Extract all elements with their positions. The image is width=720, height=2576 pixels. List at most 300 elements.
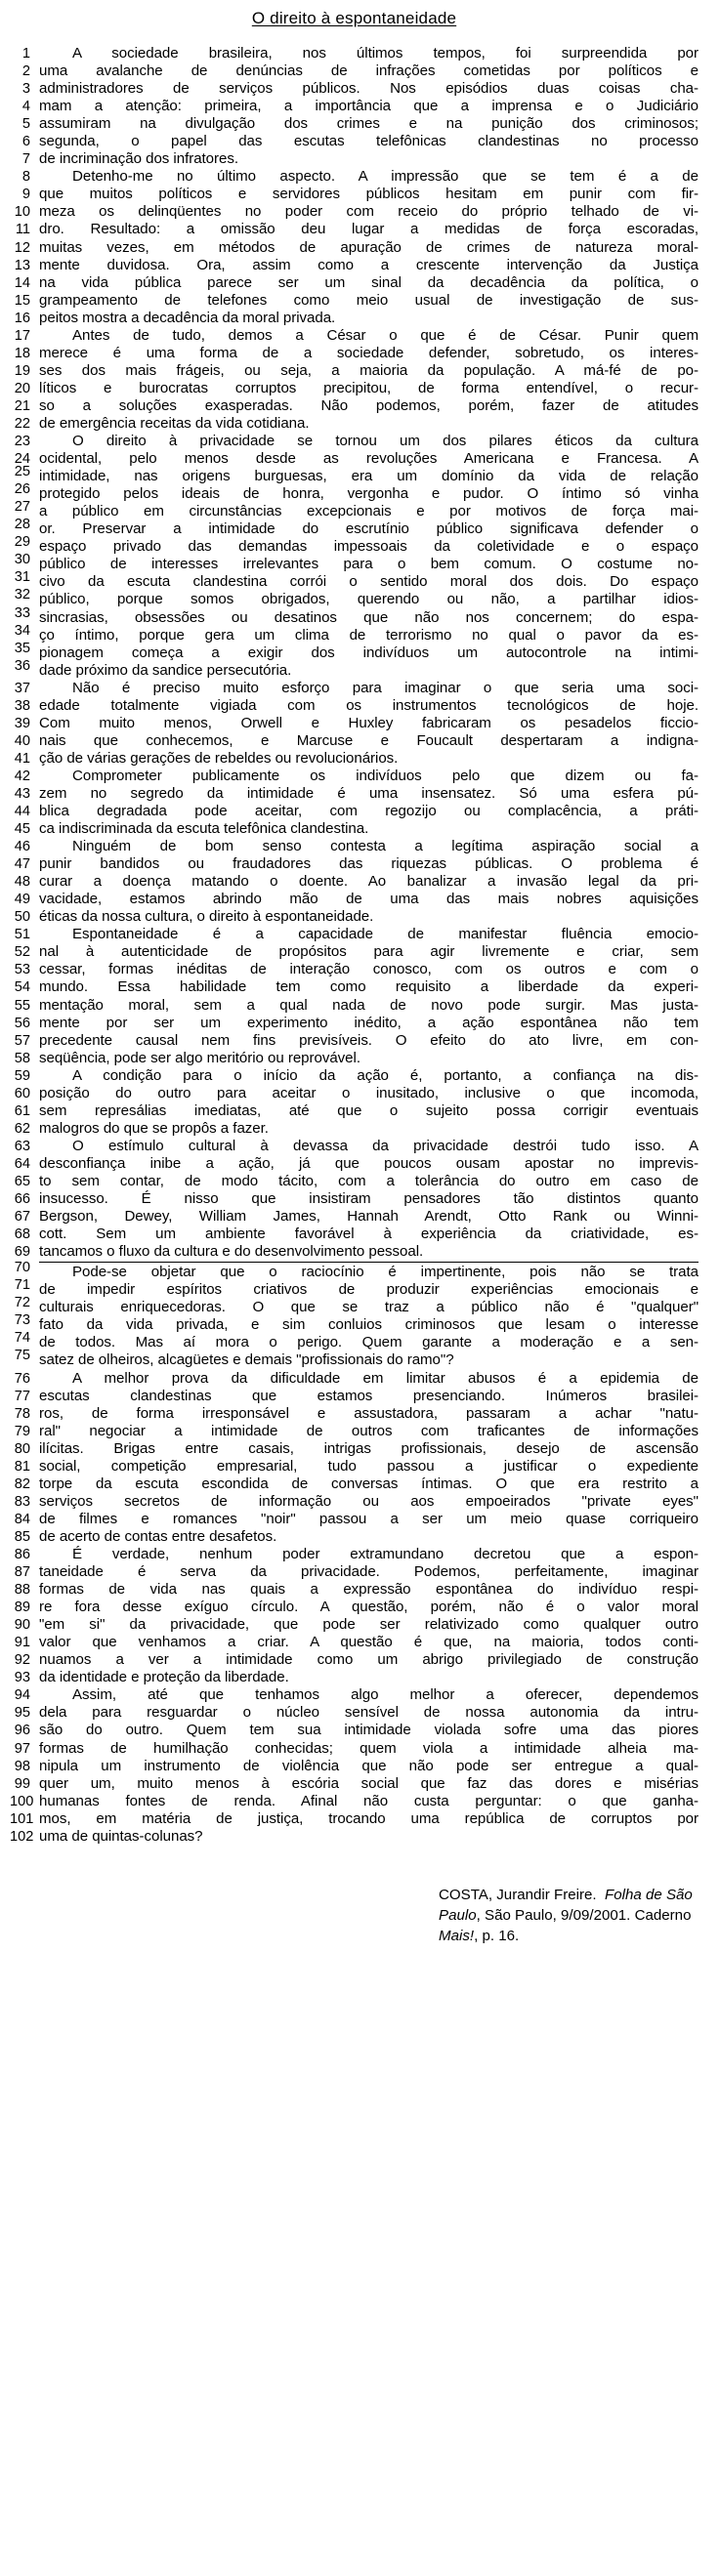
line-text: nuamos a ver a intimidade como um abrigo privilegiado de construção [39, 1651, 699, 1669]
line-text: torpe da escuta escondida de conversas íntimas. O que era restrito a [39, 1475, 699, 1492]
line-text: posição do outro para aceitar o inusitado, inclusive o que incomoda, [39, 1084, 699, 1101]
line-number: 1 [21, 46, 30, 62]
text-line [10, 1758, 699, 1775]
line-number: 64 [14, 1155, 30, 1172]
line-number: 73 [14, 1312, 30, 1329]
line-number: 96 [14, 1723, 30, 1739]
line-text: são do outro. Quem tem sua intimidade violada sofre uma das piores [39, 1722, 699, 1739]
line-number: 52 [14, 944, 30, 961]
text-line [10, 1546, 699, 1563]
line-text: O direito à privacidade se tornou um dos pilares éticos da cultura [72, 433, 699, 450]
line-text: dro. Resultado: a omissão deu lugar a medidas de força escoradas, [39, 221, 699, 238]
line-number: 66 [14, 1191, 30, 1208]
text-line [10, 604, 699, 627]
line-text: segunda, o papel das escutas telefônicas clandestinas no processo [39, 133, 699, 150]
text-line [10, 1775, 699, 1793]
line-number: 44 [14, 804, 30, 820]
line-text: ção de várias gerações de rebeldes ou revolucionários. [39, 749, 399, 767]
line-number: 29 [14, 534, 30, 551]
line-number: 8 [21, 169, 30, 186]
line-text: que muitos políticos e servidores públicos hesitam em punir com fir- [39, 186, 699, 203]
text-line [10, 1208, 699, 1226]
line-number: 9 [21, 187, 30, 203]
line-text: de todos. Mas aí mora o perigo. Quem garante a moderação e a sen- [39, 1334, 699, 1351]
line-number: 63 [14, 1138, 30, 1154]
text-line [10, 803, 699, 820]
line-number: 82 [14, 1475, 30, 1492]
attribution-author: COSTA, Jurandir Freire. [439, 1886, 597, 1903]
line-number: 45 [14, 821, 30, 838]
text-line [10, 450, 699, 468]
line-number: 51 [14, 927, 30, 943]
line-number: 94 [14, 1687, 30, 1704]
line-text: ral" negociar a intimidade de outros com traficantes de informações [39, 1422, 699, 1439]
line-text: uma de quintas-colunas? [39, 1827, 203, 1845]
line-number: 5 [21, 116, 30, 133]
line-number: 34 [14, 622, 30, 639]
line-text: punir bandidos ou fraudadores das riquezas públicas. O problema é [39, 855, 699, 873]
text-line [10, 1243, 699, 1261]
line-number: 93 [14, 1670, 30, 1686]
line-text: administradores de serviços públicos. Nos episódios duas coisas cha- [39, 80, 699, 98]
line-number: 97 [14, 1740, 30, 1757]
line-text: É verdade, nenhum poder extramundano decretou que a espon- [72, 1545, 699, 1562]
line-text: civo da escuta clandestina corrói o sentido moral dos dois. Do espaço [39, 573, 699, 591]
line-text: muitas vezes, em métodos de apuração de crimes de natureza moral- [39, 238, 699, 256]
text-line [10, 1810, 699, 1828]
text-line [10, 838, 699, 855]
line-number: 30 [14, 552, 30, 568]
text-line [10, 1015, 699, 1032]
text-line [10, 239, 699, 257]
text-line [10, 1190, 699, 1208]
line-number: 54 [14, 979, 30, 996]
line-number: 46 [14, 839, 30, 855]
line-text: satez de olheiros, alcagüetes e demais "profissionais do ramo"? [39, 1351, 454, 1369]
line-text: formas de vida nas quais a expressão espontânea do indivíduo respi- [39, 1581, 699, 1599]
text-line [10, 1634, 699, 1651]
line-text: mente por ser um experimento inédito, a ação espontânea não tem [39, 1014, 699, 1031]
line-text: mentação moral, sem a qual nada de novo pode surgir. Mas justa- [39, 996, 699, 1014]
line-text: na vida pública parece ser um sinal da decadência da política, o [39, 273, 699, 291]
text-line [10, 1388, 699, 1405]
line-text: sincrasias, obsessões ou desatinos que não nos concernem; do espa- [39, 608, 699, 626]
line-number: 33 [14, 604, 30, 621]
line-text: público de interesses irrelevantes para o bem comum. O costume no- [39, 556, 699, 573]
line-text: serviços secretos de informação ou aos empoeirados "private eyes" [39, 1492, 699, 1510]
line-text: Antes de tudo, demos a César o que é de César. Punir quem [72, 326, 699, 344]
line-text: Pode-se objetar que o raciocínio é impertinente, pois não se trata [72, 1264, 699, 1281]
text-line [10, 1458, 699, 1475]
line-number: 86 [14, 1546, 30, 1562]
line-text: vacidade, estamos abrindo mão de uma das mais nobres aquisições [39, 891, 699, 908]
line-number: 85 [14, 1528, 30, 1545]
line-number: 62 [14, 1120, 30, 1137]
text-line [10, 978, 699, 996]
text-line [10, 1155, 699, 1173]
text-line [10, 680, 699, 697]
line-number: 35 [14, 640, 30, 656]
line-text: de emergência receitas da vida cotidiana. [39, 414, 310, 432]
line-number: 37 [14, 680, 30, 696]
line-number: 3 [21, 81, 30, 98]
line-text: sem represálias imediatas, até que o sujeito possa corrigir eventuais [39, 1101, 699, 1119]
line-number: 42 [14, 768, 30, 784]
line-text: nais que conhecemos, e Marcuse e Foucault despertaram a indigna- [39, 731, 699, 749]
line-number: 43 [14, 785, 30, 802]
text-line [10, 62, 699, 80]
line-number: 22 [14, 415, 30, 432]
line-text: insucesso. É nisso que insistiram pensadores tão distintos quanto [39, 1190, 699, 1208]
text-line [10, 310, 699, 327]
text-line [10, 1277, 699, 1299]
text-line [10, 768, 699, 785]
line-number: 55 [14, 997, 30, 1014]
line-text: protegido pelos ideais de honra, vergonha e pudor. O íntimo só vinha [39, 485, 699, 503]
text-line [10, 943, 699, 961]
line-number: 25 [14, 464, 30, 480]
line-number: 4 [21, 99, 30, 115]
numbered-text-body [10, 45, 699, 1846]
line-text: to sem contar, de modo tácito, com a tolerância do outro em caso de [39, 1173, 699, 1189]
attribution-publication: Folha de São Paulo [439, 1886, 693, 1924]
line-number: 87 [14, 1564, 30, 1581]
line-number: 23 [14, 434, 30, 450]
line-number: 20 [14, 380, 30, 396]
line-text: uma avalanche de denúncias de infrações cometidas por políticos e [39, 62, 699, 80]
line-number: 89 [14, 1600, 30, 1616]
line-number: 75 [14, 1348, 30, 1364]
line-text: mos, em matéria de justiça, trocando uma república de corruptos por [39, 1809, 699, 1827]
line-number: 71 [14, 1277, 30, 1294]
line-text: blica degradada pode aceitar, com regozijo ou complacência, a práti- [39, 803, 699, 820]
line-text: "em si" da privacidade, que pode ser relativizado como qualquer outro [39, 1616, 699, 1634]
text-line [10, 1616, 699, 1634]
line-text: cessar, formas inéditas de interação conosco, com os outros e com o [39, 961, 699, 978]
line-number: 28 [14, 517, 30, 533]
text-line [10, 1528, 699, 1546]
attribution-place-date: , São Paulo, 9/09/2001. Caderno [476, 1906, 692, 1924]
line-text: seqüência, pode ser algo meritório ou reprovável. [39, 1049, 360, 1066]
line-text: merece é uma forma de a sociedade defender, sobretudo, os interes- [39, 344, 699, 361]
line-number: 95 [14, 1705, 30, 1722]
line-number: 67 [14, 1209, 30, 1226]
line-number: 10 [14, 204, 30, 221]
line-number: 15 [14, 292, 30, 309]
text-line [10, 415, 699, 433]
line-number: 99 [14, 1775, 30, 1792]
text-line [10, 657, 699, 680]
line-number: 88 [14, 1582, 30, 1599]
line-number: 70 [14, 1260, 30, 1276]
line-text: Com muito menos, Orwell e Huxley fabricaram os pesadelos ficcio- [39, 714, 699, 731]
text-line [10, 1686, 699, 1704]
line-text: peitos mostra a decadência da moral privada. [39, 309, 336, 326]
line-number: 102 [10, 1828, 34, 1845]
line-text: Assim, até que tenhamos algo melhor a oferecer, dependemos [72, 1686, 699, 1704]
line-text: cott. Sem um ambiente favorável à experiência da criatividade, es- [39, 1226, 699, 1243]
line-number: 101 [10, 1810, 34, 1827]
line-text: de acerto de contas entre desafetos. [39, 1527, 277, 1545]
line-number: 21 [14, 397, 30, 414]
line-number: 6 [21, 134, 30, 150]
text-line [10, 168, 699, 186]
line-text: valor que venhamos a criar. A questão é que, na maioria, todos conti- [39, 1634, 699, 1651]
line-number: 83 [14, 1493, 30, 1510]
line-number: 72 [14, 1295, 30, 1311]
text-line [10, 1475, 699, 1493]
text-line [10, 1120, 699, 1138]
text-line [10, 785, 699, 803]
line-text: edade totalmente vigiada com os instrumentos tecnológicos de hoje. [39, 696, 699, 714]
text-line [10, 1330, 699, 1351]
line-number: 2 [21, 63, 30, 80]
text-line [10, 499, 699, 520]
line-number: 90 [14, 1617, 30, 1634]
text-line [10, 1511, 699, 1528]
line-number: 58 [14, 1050, 30, 1066]
text-line [10, 362, 699, 380]
text-line [10, 380, 699, 397]
line-number: 27 [14, 499, 30, 516]
line-number: 40 [14, 732, 30, 749]
line-text: meza os delinqüentes no poder com receio do próprio telhado de vi- [39, 203, 699, 221]
line-text: ocidental, pelo menos desde as revoluções Americana e Francesa. A [39, 450, 699, 468]
line-text: pionagem começa a exigir dos indivíduos um autocontrole na intimi- [39, 644, 699, 661]
line-number: 84 [14, 1511, 30, 1527]
line-number: 61 [14, 1102, 30, 1119]
text-line [10, 552, 699, 573]
line-text: fato da vida privada, e sim conluios criminosos que lesam o interesse [39, 1316, 699, 1334]
line-text: so a soluções exasperadas. Não podemos, porém, fazer de atitudes [39, 396, 699, 414]
text-line [10, 1260, 699, 1281]
text-line [10, 640, 699, 662]
line-text: mente duvidosa. Ora, assim como a crescente intervenção da Justiça [39, 256, 699, 273]
line-text: espaço privado das demandas impessoais da coletividade e o espaço [39, 538, 699, 556]
text-line [10, 98, 699, 115]
line-text: Bergson, Dewey, William James, Hannah Arendt, Otto Rank ou Winni- [39, 1208, 699, 1226]
text-line [10, 186, 699, 203]
text-line [10, 1793, 699, 1810]
line-text: público, porque somos obrigados, querendo ou não, a partilhar idios- [39, 591, 699, 608]
line-number: 38 [14, 697, 30, 714]
text-line [10, 622, 699, 644]
text-line [10, 1067, 699, 1085]
line-number: 81 [14, 1458, 30, 1475]
text-line [10, 1423, 699, 1440]
line-text: A sociedade brasileira, nos últimos tempos, foi surpreendida por [72, 45, 699, 62]
text-line [10, 732, 699, 750]
text-line [10, 587, 699, 608]
line-text: líticos e burocratas corruptos precipitou, de forma entendível, o recur- [39, 379, 699, 396]
line-text: ros, de forma irresponsável e assustadora, passaram a achar "natu- [39, 1404, 699, 1422]
line-text: desconfiança inibe a ação, já que poucos ousam apostar no imprevis- [39, 1154, 699, 1172]
text-line [10, 80, 699, 98]
line-number: 50 [14, 909, 30, 926]
line-text: nipula um instrumento de violência que não pode ser entregue a qual- [39, 1757, 699, 1774]
line-number: 60 [14, 1085, 30, 1101]
line-text: éticas da nossa cultura, o direito à espontaneidade. [39, 908, 374, 926]
line-number: 49 [14, 892, 30, 908]
line-text: ilícitas. Brigas entre casais, intrigas profissionais, desejo de ascensão [39, 1439, 699, 1457]
line-text: escutas clandestinas que estamos presenciando. Inúmeros brasilei- [39, 1387, 699, 1404]
line-text: mam a atenção: primeira, a importância que a imprensa e o Judiciário [39, 98, 699, 115]
line-number: 14 [14, 274, 30, 291]
line-number: 78 [14, 1405, 30, 1422]
line-text: or. Preservar a intimidade do escrutínio público significava defender o [39, 520, 699, 538]
attribution-text [439, 1885, 699, 1946]
text-line [10, 292, 699, 310]
line-number: 98 [14, 1758, 30, 1774]
line-number: 77 [14, 1388, 30, 1404]
line-text: tancamos o fluxo da cultura e do desenvolvimento pessoal. [39, 1243, 424, 1261]
line-text: O estímulo cultural à devassa da privacidade destrói tudo isso. A [72, 1137, 699, 1154]
line-number: 79 [14, 1423, 30, 1439]
text-line [10, 1651, 699, 1669]
line-number: 18 [14, 345, 30, 361]
line-text: ço íntimo, porque gera um clima de terrorismo no qual o pavor da es- [39, 626, 699, 644]
text-line [10, 345, 699, 362]
text-line [10, 1312, 699, 1334]
line-text: A condição para o início da ação é, portanto, a confiança na dis- [72, 1066, 699, 1084]
text-line [10, 1669, 699, 1686]
page-title-text: O direito à espontaneidade [251, 9, 457, 27]
text-line [10, 274, 699, 292]
line-number: 48 [14, 874, 30, 891]
text-line [10, 1226, 699, 1243]
text-line [10, 257, 699, 274]
text-line [10, 1581, 699, 1599]
line-number: 12 [14, 239, 30, 256]
text-line [10, 569, 699, 591]
text-line [10, 327, 699, 345]
line-number: 76 [14, 1370, 30, 1387]
line-text: Não é preciso muito esforço para imaginar o que seria uma soci- [72, 679, 699, 696]
text-line [10, 1138, 699, 1155]
text-line [10, 1085, 699, 1102]
line-text: mundo. Essa habilidade tem como requisito a liberdade da experi- [39, 978, 699, 996]
text-line [10, 1173, 699, 1190]
text-line [10, 517, 699, 538]
text-line [10, 115, 699, 133]
line-text: Ninguém de bom senso contesta a legítima aspiração social a [72, 838, 699, 855]
text-line [10, 1102, 699, 1120]
text-line [10, 1032, 699, 1050]
line-text: humanas fontes de renda. Afinal não custa perguntar: o que ganha- [39, 1792, 699, 1809]
text-line [10, 203, 699, 221]
text-line [10, 750, 699, 768]
text-line [10, 697, 699, 715]
line-text: Espontaneidade é a capacidade de manifestar fluência emocio- [72, 926, 699, 943]
line-number: 65 [14, 1174, 30, 1189]
line-number: 19 [14, 362, 30, 379]
text-line [10, 926, 699, 943]
text-line [10, 1722, 699, 1739]
line-text: de impedir espíritos criativos de produzir experiências emocionais e [39, 1281, 699, 1299]
line-number: 24 [14, 451, 30, 468]
line-number: 31 [14, 569, 30, 586]
line-number: 41 [14, 750, 30, 767]
text-line [10, 715, 699, 732]
line-number: 11 [15, 222, 30, 238]
attribution-page: , p. 16. [474, 1927, 520, 1944]
line-number: 57 [14, 1032, 30, 1049]
line-number: 16 [14, 310, 30, 326]
line-text: Comprometer publicamente os indivíduos pelo que dizem ou fa- [72, 767, 699, 784]
line-number: 39 [14, 715, 30, 731]
line-text: Detenho-me no último aspecto. A impressão que se tem é a de [72, 168, 699, 186]
text-line [10, 397, 699, 415]
text-line [10, 873, 699, 891]
line-text: assumiram na divulgação dos crimes e na punição dos criminosos; [39, 115, 699, 133]
line-number: 59 [14, 1067, 30, 1084]
line-text: re fora desse exíguo círculo. A questão, porém, não é o valor moral [39, 1599, 699, 1616]
line-text: de incriminação dos infratores. [39, 150, 238, 168]
line-text: de filmes e romances "noir" passou a ser um meio quase corriqueiro [39, 1510, 699, 1527]
text-line [10, 221, 699, 238]
text-line [10, 1599, 699, 1616]
text-line [10, 534, 699, 556]
line-number: 26 [14, 481, 30, 498]
line-number: 32 [14, 587, 30, 603]
text-line [10, 1740, 699, 1758]
text-line [10, 997, 699, 1015]
text-line [10, 1704, 699, 1722]
text-line [10, 150, 699, 168]
line-number: 53 [14, 962, 30, 978]
text-line [10, 1295, 699, 1316]
text-line [10, 1563, 699, 1581]
line-number: 92 [14, 1652, 30, 1669]
line-number: 100 [10, 1793, 34, 1809]
line-number: 80 [14, 1440, 30, 1457]
line-text: curar a doença matando o doente. Ao banalizar a invasão legal da pri- [39, 873, 699, 891]
text-line [10, 481, 699, 503]
text-line [10, 1440, 699, 1458]
line-text: dade próximo da sandice persecutória. [39, 661, 292, 679]
line-number: 47 [14, 856, 30, 873]
line-text: dela para resguardar o núcleo sensível de nossa autonomia da intru- [39, 1704, 699, 1722]
line-number: 69 [14, 1244, 30, 1261]
text-line [10, 1370, 699, 1388]
line-text: grampeamento de telefones como meio usual de investigação de sus- [39, 291, 699, 309]
text-line [10, 1828, 699, 1846]
line-number: 74 [14, 1330, 30, 1347]
line-text: social, competição empresarial, tudo passou a justificar o expediente [39, 1457, 699, 1475]
section-divider [39, 1262, 699, 1263]
text-line [10, 133, 699, 150]
line-number: 68 [14, 1226, 30, 1243]
text-line [10, 464, 699, 485]
line-text: malogros do que se propôs a fazer. [39, 1119, 269, 1137]
line-text: taneidade é serva da privacidade. Podemos, perfeitamente, imaginar [39, 1563, 699, 1581]
line-number: 91 [14, 1635, 30, 1651]
line-number: 7 [21, 151, 30, 168]
attribution-section: Mais! [439, 1927, 475, 1944]
line-text: ca indiscriminada da escuta telefônica clandestina. [39, 820, 369, 838]
text-line [10, 1050, 699, 1067]
line-number: 56 [14, 1015, 30, 1031]
line-text: nal à autenticidade de propósitos para agir livremente e criar, sem [39, 943, 699, 961]
line-number: 36 [14, 657, 30, 674]
line-text: formas de humilhação conhecidas; quem viola a intimidade alheia ma- [39, 1739, 699, 1757]
line-number: 17 [14, 327, 30, 344]
text-line [10, 855, 699, 873]
line-text: zem no segredo da intimidade é uma insensatez. Só uma esfera pú- [39, 784, 699, 802]
line-text: a público em circunstâncias excepcionais e por motivos de força mai- [39, 503, 699, 520]
text-line [10, 1405, 699, 1423]
page-title [10, 8, 699, 29]
